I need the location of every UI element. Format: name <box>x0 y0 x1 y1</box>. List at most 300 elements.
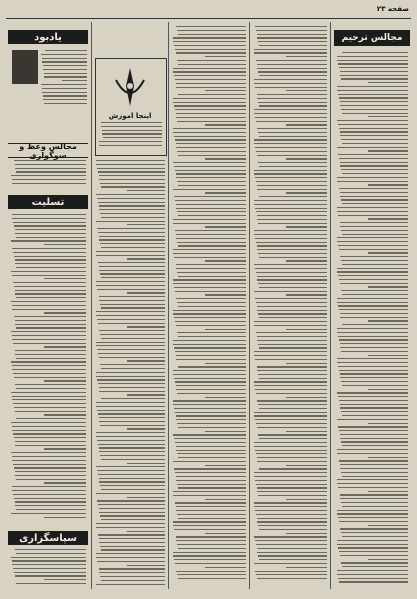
text-line <box>205 533 246 534</box>
text-line <box>340 226 408 227</box>
text-line <box>97 319 165 320</box>
text-line <box>338 336 408 337</box>
portrait-photo <box>12 50 38 84</box>
text-line <box>176 446 246 447</box>
text-line <box>257 245 327 246</box>
text-line <box>254 170 327 171</box>
text-line <box>257 276 327 277</box>
text-line <box>254 113 327 114</box>
text-line <box>99 179 165 180</box>
text-line <box>44 482 86 483</box>
text-line <box>15 324 86 325</box>
text-line <box>173 162 246 163</box>
text-line <box>338 245 408 246</box>
text-line <box>257 552 327 553</box>
text-line <box>205 465 246 466</box>
text-line <box>368 559 408 560</box>
text-line <box>337 86 408 87</box>
text-line <box>14 225 86 226</box>
text-line <box>257 491 327 492</box>
text-line <box>338 94 408 95</box>
text-line <box>175 170 246 171</box>
text-line <box>177 302 246 303</box>
text-line <box>256 121 327 122</box>
text-line <box>337 237 408 238</box>
text-line <box>41 54 87 55</box>
yadbud-text <box>41 50 87 110</box>
text-line <box>258 41 327 42</box>
text-line <box>205 90 246 91</box>
text-line <box>175 321 246 322</box>
text-line <box>173 102 246 103</box>
text-line <box>341 472 408 473</box>
text-line <box>178 548 246 549</box>
text-line <box>11 513 86 514</box>
text-line <box>337 544 408 545</box>
text-line <box>96 466 165 467</box>
text-line <box>15 384 86 385</box>
heading-yadbud: یادبود <box>8 30 88 44</box>
text-line <box>44 579 86 580</box>
text-line <box>16 553 86 554</box>
text-line <box>254 173 327 174</box>
sepas-text <box>10 549 86 589</box>
text-line <box>255 26 327 27</box>
text-line <box>96 493 165 494</box>
text-line <box>337 328 408 329</box>
text-line <box>258 102 327 103</box>
text-line <box>16 509 86 510</box>
text-line <box>337 479 408 480</box>
text-line <box>62 80 87 81</box>
text-line <box>173 249 246 250</box>
text-line <box>14 437 86 438</box>
text-line <box>16 237 86 238</box>
text-line <box>337 332 408 333</box>
text-line <box>342 173 408 174</box>
text-line <box>254 385 327 386</box>
text-line <box>205 56 246 57</box>
text-line <box>338 396 408 397</box>
text-line <box>259 166 327 167</box>
text-line <box>101 549 165 550</box>
text-line <box>99 447 166 448</box>
text-line <box>176 506 246 507</box>
text-line <box>100 213 165 214</box>
text-line <box>96 255 165 256</box>
text-line <box>176 476 246 477</box>
text-line <box>97 470 165 471</box>
text-line <box>127 463 166 464</box>
text-line <box>342 476 408 477</box>
text-line <box>173 552 246 553</box>
text-line <box>101 398 165 399</box>
text-line <box>176 510 246 511</box>
text-line <box>340 404 408 405</box>
text-line <box>254 472 327 473</box>
text-line <box>258 525 327 526</box>
text-line <box>177 423 246 424</box>
text-line <box>258 313 327 314</box>
text-line <box>14 316 86 317</box>
text-line <box>257 457 327 458</box>
text-line <box>97 440 165 441</box>
text-line <box>256 60 327 61</box>
text-line <box>12 369 86 370</box>
text-line <box>286 260 327 261</box>
text-line <box>42 88 87 89</box>
text-line <box>175 381 246 382</box>
text-line <box>97 500 165 501</box>
text-line <box>256 30 327 31</box>
text-line <box>99 330 165 331</box>
text-line <box>16 171 86 172</box>
text-line <box>342 203 408 204</box>
text-line <box>368 252 408 253</box>
text-line <box>14 256 86 257</box>
text-line <box>254 143 327 144</box>
text-line <box>257 185 327 186</box>
text-line <box>257 310 327 311</box>
text-line <box>254 563 327 564</box>
text-line <box>173 41 246 42</box>
text-line <box>12 426 86 427</box>
text-line <box>257 249 327 250</box>
text-line <box>254 49 327 50</box>
text-line <box>340 555 408 556</box>
text-line <box>43 65 87 66</box>
text-line <box>96 406 165 407</box>
text-line <box>254 536 327 537</box>
text-line <box>178 518 246 519</box>
text-line <box>341 199 408 200</box>
text-line <box>340 196 408 197</box>
text-line <box>173 374 246 375</box>
text-line <box>13 433 86 434</box>
text-line <box>97 289 165 290</box>
text-line <box>43 99 87 100</box>
text-line <box>339 97 408 98</box>
heading-sepasgozari: سپاسگزاری <box>8 531 88 545</box>
text-line <box>259 347 327 348</box>
text-line <box>98 534 165 535</box>
text-line <box>339 521 408 522</box>
text-line <box>178 366 246 367</box>
text-line <box>100 183 165 184</box>
text-line <box>339 460 408 461</box>
text-line <box>173 37 246 38</box>
text-line <box>15 471 86 472</box>
text-line <box>205 431 246 432</box>
text-line <box>254 446 327 447</box>
column-rule <box>168 22 169 589</box>
text-line <box>254 230 327 231</box>
text-line <box>175 79 246 80</box>
text-line <box>13 373 86 374</box>
text-line <box>97 228 165 229</box>
text-line <box>338 487 408 488</box>
col4-text <box>253 26 327 588</box>
text-line <box>99 141 162 142</box>
text-line <box>368 355 408 356</box>
text-line <box>337 362 408 363</box>
text-line <box>173 521 246 522</box>
text-line <box>286 329 327 330</box>
text-line <box>254 291 327 292</box>
heading-majales-tarhim: مجالس ترحیم <box>334 30 410 46</box>
text-line <box>339 400 408 401</box>
text-line <box>175 472 246 473</box>
text-line <box>341 230 408 231</box>
text-line <box>97 198 165 199</box>
text-line <box>178 94 246 95</box>
text-line <box>42 92 87 93</box>
text-line <box>99 357 166 358</box>
text-line <box>176 238 246 239</box>
text-line <box>256 484 327 485</box>
text-line <box>96 315 165 316</box>
text-line <box>127 326 166 327</box>
text-line <box>256 453 327 454</box>
text-line <box>16 297 86 298</box>
text-line <box>177 574 246 575</box>
text-line <box>96 376 165 377</box>
text-line <box>178 215 246 216</box>
text-line <box>342 113 408 114</box>
text-line <box>286 363 327 364</box>
text-line <box>259 408 327 409</box>
text-line <box>256 151 327 152</box>
text-line <box>178 155 246 156</box>
text-line <box>338 366 408 367</box>
text-line <box>100 485 165 486</box>
text-line <box>11 452 86 453</box>
text-line <box>254 355 327 356</box>
text-line <box>176 571 246 572</box>
text-line <box>15 229 86 230</box>
text-line <box>99 538 166 539</box>
text-line <box>254 325 327 326</box>
text-line <box>257 34 327 35</box>
text-line <box>255 298 327 299</box>
text-line <box>178 457 246 458</box>
text-line <box>176 173 246 174</box>
text-line <box>12 248 86 249</box>
text-line <box>341 532 408 533</box>
text-line <box>258 344 327 345</box>
text-line <box>342 264 408 265</box>
text-line <box>176 208 246 209</box>
text-line <box>13 282 86 283</box>
text-line <box>338 154 408 155</box>
text-line <box>44 517 86 518</box>
text-line <box>259 287 327 288</box>
text-line <box>176 536 246 537</box>
text-line <box>254 139 327 140</box>
text-line <box>12 430 86 431</box>
text-line <box>255 208 327 209</box>
text-line <box>286 533 327 534</box>
text-line <box>173 253 246 254</box>
text-line <box>337 211 408 212</box>
text-line <box>177 514 246 515</box>
text-line <box>340 407 408 408</box>
text-line <box>99 175 166 176</box>
text-line <box>341 139 408 140</box>
text-line <box>173 313 246 314</box>
text-line <box>99 300 165 301</box>
text-line <box>12 305 86 306</box>
text-line <box>257 98 327 99</box>
text-line <box>256 181 327 182</box>
text-line <box>100 576 165 577</box>
text-line <box>368 423 408 424</box>
text-line <box>257 219 327 220</box>
text-line <box>259 529 327 530</box>
text-line <box>255 117 327 118</box>
text-line <box>99 481 165 482</box>
text-line <box>15 350 86 351</box>
text-line <box>12 335 86 336</box>
text-line <box>178 306 246 307</box>
text-line <box>177 60 246 61</box>
text-line <box>205 158 246 159</box>
text-line <box>101 247 165 248</box>
text-line <box>12 339 86 340</box>
text-line <box>11 301 86 302</box>
text-line <box>257 128 327 129</box>
text-line <box>259 105 327 106</box>
text-line <box>340 434 408 435</box>
text-line <box>99 296 166 297</box>
text-line <box>342 143 408 144</box>
text-line <box>12 486 86 487</box>
text-line <box>173 495 246 496</box>
text-line <box>286 90 327 91</box>
text-line <box>338 517 408 518</box>
text-line <box>96 251 165 252</box>
text-line <box>98 444 165 445</box>
text-line <box>99 508 166 509</box>
text-line <box>337 510 408 511</box>
text-line <box>98 353 165 354</box>
text-line <box>338 215 408 216</box>
text-line <box>368 389 408 390</box>
text-line <box>342 415 408 416</box>
text-line <box>12 214 86 215</box>
text-line <box>14 407 86 408</box>
text-line <box>368 184 408 185</box>
text-line <box>100 304 165 305</box>
text-line <box>99 451 165 452</box>
text-line <box>173 491 246 492</box>
text-line <box>178 276 246 277</box>
text-line <box>177 332 246 333</box>
text-line <box>177 242 246 243</box>
text-line <box>98 413 165 414</box>
text-line <box>259 257 327 258</box>
text-line <box>337 268 408 269</box>
text-line <box>96 523 165 524</box>
text-line <box>103 137 162 138</box>
text-line <box>15 354 86 355</box>
text-line <box>44 103 87 104</box>
text-line <box>337 392 408 393</box>
text-line <box>255 389 327 390</box>
text-line <box>173 189 246 190</box>
text-line <box>101 186 165 187</box>
text-line <box>41 84 87 85</box>
text-line <box>205 397 246 398</box>
text-line <box>258 374 327 375</box>
text-line <box>175 139 246 140</box>
text-line <box>176 298 246 299</box>
text-line <box>255 147 327 148</box>
text-line <box>12 460 86 461</box>
text-line <box>257 427 327 428</box>
text-line <box>101 277 165 278</box>
text-line <box>341 260 408 261</box>
text-line <box>340 377 408 378</box>
text-line <box>173 434 246 435</box>
text-line <box>255 540 327 541</box>
text-line <box>257 578 327 579</box>
text-line <box>255 419 327 420</box>
text-line <box>254 506 327 507</box>
text-line <box>176 268 246 269</box>
text-line <box>44 244 86 245</box>
text-line <box>256 272 327 273</box>
text-line <box>177 121 246 122</box>
text-line <box>44 312 86 313</box>
text-line <box>97 379 165 380</box>
text-line <box>286 226 327 227</box>
text-line <box>340 71 408 72</box>
text-line <box>368 116 408 117</box>
text-line <box>258 162 327 163</box>
text-line <box>340 165 408 166</box>
text-line <box>176 177 246 178</box>
text-line <box>13 494 86 495</box>
text-line <box>97 561 165 562</box>
text-line <box>337 181 408 182</box>
text-line <box>257 336 327 337</box>
text-line <box>368 491 408 492</box>
text-line <box>340 162 408 163</box>
text-line <box>177 393 246 394</box>
text-line <box>11 331 86 332</box>
text-line <box>44 346 86 347</box>
text-line <box>257 94 327 95</box>
text-line <box>174 45 246 46</box>
text-line <box>15 263 86 264</box>
text-line <box>259 75 327 76</box>
text-line <box>258 223 327 224</box>
text-line <box>178 245 246 246</box>
text-line <box>15 441 86 442</box>
text-line <box>173 98 246 99</box>
text-line <box>173 223 246 224</box>
text-line <box>259 196 327 197</box>
text-line <box>337 56 408 57</box>
text-line <box>340 373 408 374</box>
column-rule <box>330 22 331 589</box>
text-line <box>44 76 87 77</box>
text-line <box>338 305 408 306</box>
column-rule <box>91 22 92 589</box>
text-line <box>205 124 246 125</box>
page-number: صفحه ۲۳ <box>376 5 409 13</box>
